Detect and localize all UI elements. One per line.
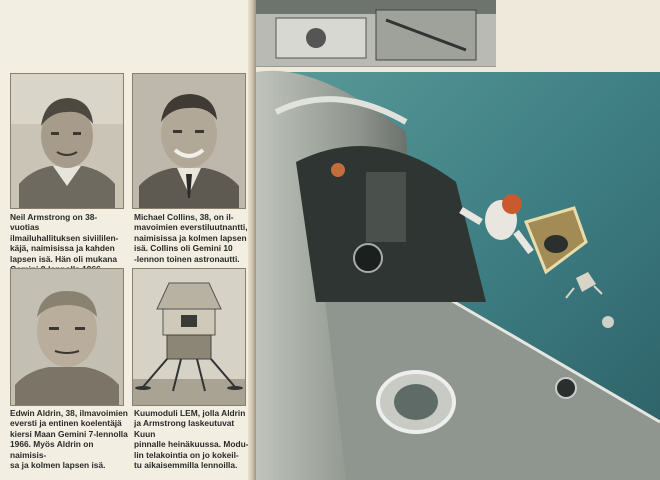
apollo-spacewalk-photo <box>256 72 660 480</box>
armstrong-caption: Neil Armstrong on 38-vuotias ilmailuhallituksen siviililen- käjä, naimisissa ja kahden lapsen isä. Hän oli mukana <box>10 212 119 264</box>
right-page <box>256 0 660 480</box>
lunar-module-photo <box>132 268 246 406</box>
article-column-left <box>8 0 124 62</box>
apollo9-caption <box>502 0 606 66</box>
lem-caption: Kuumoduli LEM, jolla Aldrin ja Armstrong laskeutuvat Kuun pinnalle heinäkuussa. Modu- lin telakointia on jo kokeil- tu aikaisemmilla lennoilla. <box>134 408 249 471</box>
apollo9-caption-continued <box>612 0 660 66</box>
article-column-right <box>132 0 244 62</box>
collins-caption: Michael Collins, 38, on il- mavoimien everstiluutnantti, naimisissa ja kolmen lapsen isä. Collins oli Gemini 10 -lennon toinen astronautti. <box>134 212 248 264</box>
collins-portrait <box>132 73 246 209</box>
armstrong-portrait <box>10 73 124 209</box>
spacecraft-detail-photo <box>256 0 496 67</box>
left-page <box>0 0 256 480</box>
aldrin-caption: Edwin Aldrin, 38, ilmavoimien eversti ja entinen koelentäjä kiersi Maan Gemini 7-lennolla 1966. Myös Aldrin on naimisis- sa ja kolmen lapsen isä. <box>10 408 128 471</box>
page-gutter <box>248 0 256 480</box>
aldrin-portrait <box>10 268 124 406</box>
